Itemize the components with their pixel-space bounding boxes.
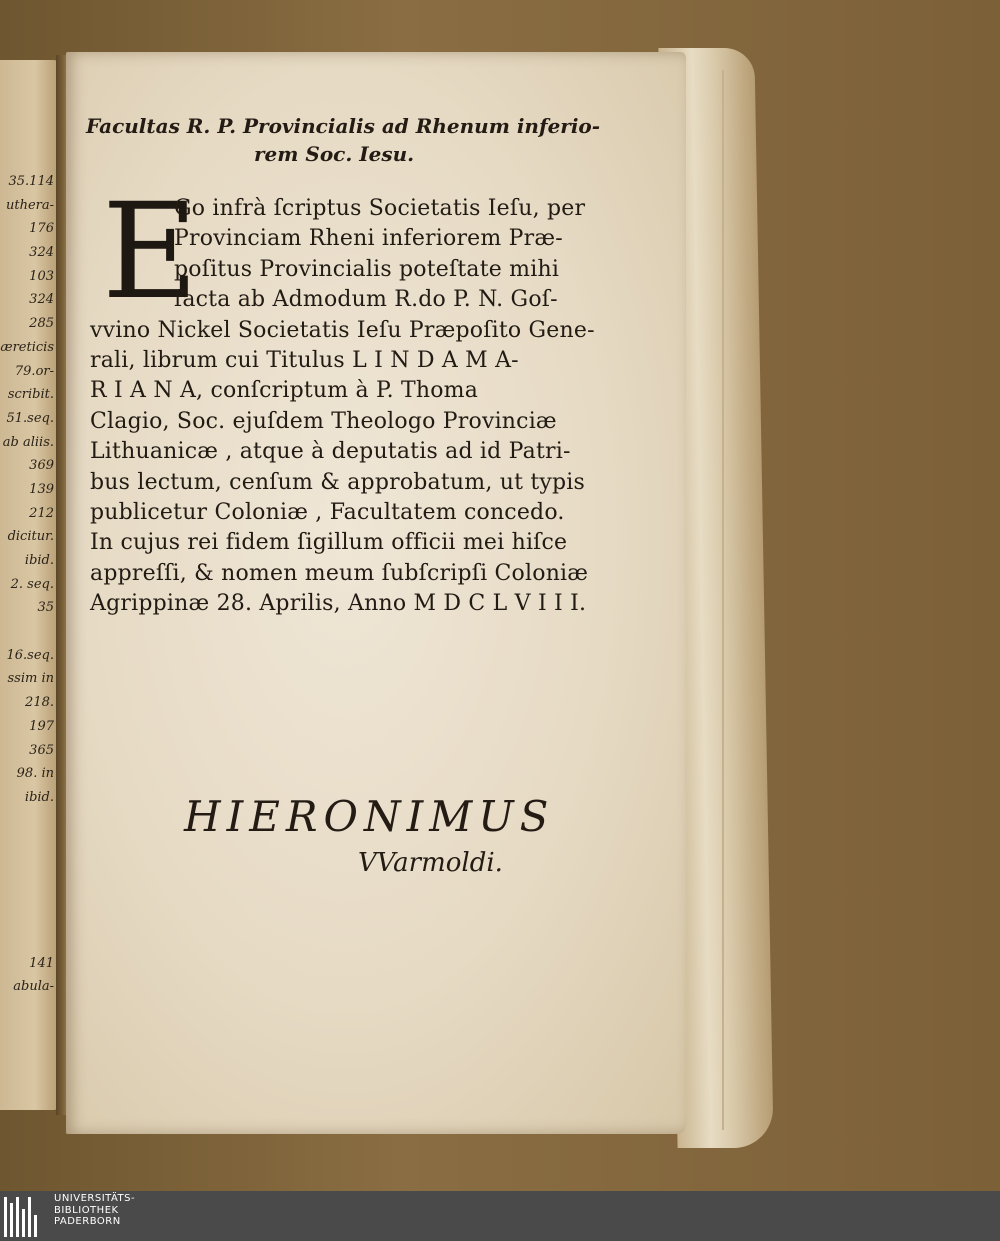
- page-edge-lines: [680, 70, 724, 1130]
- body-line: Lithuanicæ , atque à deputatis ad id Patri-: [90, 439, 571, 465]
- body-line: bus lectum, cenſum & approbatum, ut typis: [90, 469, 586, 495]
- margin-note: 324: [29, 292, 54, 308]
- margin-notes: [0, 170, 56, 999]
- margin-note: [0, 810, 56, 834]
- signature-line-1: HIERONIMUS: [184, 792, 555, 841]
- body-line: Provinciam Rheni inferiorem Præ-: [174, 226, 563, 252]
- margin-note: ibid.: [24, 789, 54, 805]
- margin-note: 35: [37, 600, 54, 616]
- margin-note: 324: [29, 245, 54, 261]
- margin-note: [0, 833, 56, 857]
- body-text: [90, 175, 618, 619]
- body-line: R I A N A, conſcriptum à P. Thoma: [90, 378, 479, 404]
- margin-note: [0, 904, 56, 928]
- margin-note: 103: [29, 268, 54, 284]
- heading-line-2: rem Soc. Iesu.: [254, 142, 415, 166]
- body-line: facta ab Admodum R.do P. N. Goſ-: [174, 287, 558, 313]
- drop-cap: E: [102, 175, 199, 329]
- margin-note: 176: [29, 221, 54, 237]
- margin-note: ssim in: [7, 671, 54, 687]
- margin-note: 285: [29, 316, 54, 332]
- margin-note: 139: [29, 481, 54, 497]
- margin-note: uthera-: [5, 197, 54, 213]
- margin-note: 218.: [25, 695, 54, 711]
- footer-bar: [0, 1191, 1000, 1241]
- margin-note: [0, 928, 56, 952]
- library-logo-icon: [4, 1197, 44, 1237]
- body-line: In cujus rei fidem ſigillum officii mei hiſce: [90, 530, 568, 556]
- page-heading: [86, 112, 646, 168]
- main-page: [66, 52, 686, 1134]
- margin-note: [0, 857, 56, 881]
- margin-note: ibid.: [24, 553, 54, 568]
- body-line: Agrippinæ 28. Aprilis, Anno M D C L V I I I.: [90, 591, 587, 617]
- margin-note: 369: [29, 458, 54, 474]
- margin-note: scribit.: [7, 387, 54, 403]
- margin-note: æreticis: [0, 339, 54, 355]
- margin-note: 197: [29, 718, 54, 734]
- margin-note: 16.seq.: [6, 647, 54, 663]
- margin-note: dicitur.: [7, 529, 54, 545]
- margin-note: 365: [29, 742, 54, 758]
- margin-note: 141: [29, 955, 54, 971]
- margin-note: 212: [29, 505, 54, 521]
- margin-note: ab aliis.: [2, 434, 54, 450]
- margin-note: 98. in: [16, 766, 54, 782]
- heading-line-1: Facultas R. P. Provincialis ad Rhenum inferio-: [86, 114, 601, 138]
- library-name: [54, 1193, 135, 1228]
- margin-note: 2. seq.: [10, 576, 54, 592]
- body-line: poſitus Provincialis poteſtate mihi: [174, 256, 560, 282]
- margin-note: [0, 620, 56, 644]
- left-page-fragment: [0, 60, 58, 1110]
- margin-note: [0, 881, 56, 905]
- margin-note: 35.114: [8, 174, 54, 189]
- footer-line-2: BIBLIOTHEK: [54, 1204, 119, 1216]
- body-line: publicetur Coloniæ , Facultatem concedo.: [90, 499, 565, 525]
- margin-note: abula-: [13, 979, 54, 995]
- signature-line-2: VVarmoldi.: [358, 848, 503, 878]
- body-line: Clagio, Soc. ejuſdem Theologo Provinciæ: [90, 408, 557, 434]
- margin-note: 51.seq.: [6, 410, 54, 426]
- footer-line-3: PADERBORN: [54, 1216, 121, 1227]
- body-line: Go infrà ſcriptus Societatis Ieſu, per: [174, 196, 586, 221]
- footer-line-1: UNIVERSITÄTS-: [54, 1193, 136, 1204]
- body-line: rali, librum cui Titulus L I N D A M A-: [90, 347, 519, 373]
- margin-note: 79.or-: [14, 363, 54, 379]
- body-line: appreſſi, & nomen meum ſubſcripſi Coloniæ: [90, 560, 589, 586]
- body-line: vvino Nickel Societatis Ieſu Præpoſito Gene-: [90, 317, 595, 343]
